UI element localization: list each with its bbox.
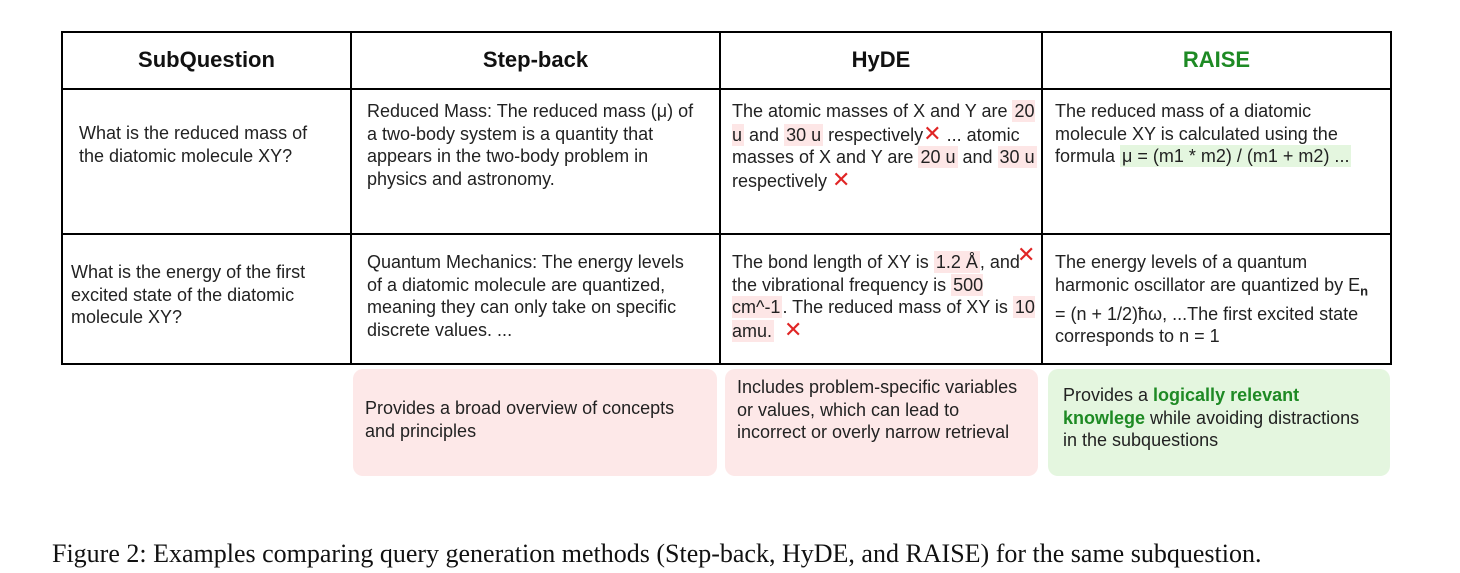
row1-raise <box>1055 100 1375 168</box>
header-hyde: HyDE <box>851 47 911 72</box>
text-span: ... atomic masses of X and Y are <box>732 124 1020 167</box>
highlight-wrong-value: 20 u <box>732 101 1035 145</box>
text-span: respectively <box>732 170 833 191</box>
emphasis-text: logically relevant knowlege <box>1063 385 1300 428</box>
raise-summary-box <box>1048 369 1390 476</box>
stepback-summary-box <box>353 369 717 476</box>
stepback-summary-text: Provides a broad overview of concepts and principles <box>365 398 675 441</box>
text-span: The energy levels of a quantum harmonic oscillator are quantized by E <box>1055 252 1361 295</box>
cross-icon: ✕ <box>784 316 803 342</box>
highlight-wrong-value: 30 u <box>786 124 822 145</box>
row1-hyde <box>732 100 1037 192</box>
table-right-border <box>1390 31 1392 365</box>
row1-subquestion: What is the reduced mass of the diatomic molecule XY? <box>79 123 308 166</box>
text-span: and <box>744 124 785 145</box>
text-span: and <box>957 147 998 167</box>
text-span: = (n + 1/2)ħω, ...The first excited state corresponds to n = 1 <box>1055 303 1359 347</box>
text-span: . The reduced mass of XY is <box>782 297 1013 317</box>
text-span: The reduced mass of a diatomic molecule XY is calculated using the formula <box>1055 101 1338 166</box>
text-span: The bond length of XY is <box>732 252 934 272</box>
row-divider <box>61 233 1392 235</box>
hyde-summary-text: Includes problem-specific variables or values, which can lead to incorrect or overly narrow retrieval <box>737 377 1018 442</box>
highlight-wrong-value: 30 u <box>999 147 1035 167</box>
row2-stepback: Quantum Mechanics: The energy levels of a diatomic molecule are quantized, meaning they can only take on specific discrete values. ... <box>367 252 684 340</box>
text-span: while avoiding distractions in the subquestions <box>1063 407 1360 450</box>
row2-subquestion: What is the energy of the first excited state of the diatomic molecule XY? <box>71 262 306 327</box>
highlight-formula: μ = (m1 * m2) / (m1 + m2) ... <box>1122 146 1350 166</box>
highlight-wrong-value: 1.2 Å <box>935 252 978 272</box>
cross-icon: ✕ <box>832 166 851 192</box>
header-stepback: Step-back <box>482 47 589 72</box>
text-span: , and the vibrational frequency is <box>732 252 1020 295</box>
text-span: The atomic masses of X and Y are <box>732 101 1013 121</box>
highlight-wrong-value: 20 u <box>920 147 956 167</box>
row2-hyde <box>732 251 1037 342</box>
row1-stepback: Reduced Mass: The reduced mass (μ) of a two-body system is a quantity that appears in the two-body problem in physics and astronomy. <box>367 101 694 189</box>
text-span: respectively <box>823 124 924 145</box>
highlight-wrong-value: 10 amu. <box>732 297 1035 341</box>
text-span: Provides a <box>1063 385 1154 405</box>
cross-icon: ✕ <box>1017 242 1036 267</box>
header-divider <box>61 88 1392 90</box>
subscript-n: n <box>1360 283 1369 299</box>
highlight-wrong-value: 500 cm^-1 <box>732 274 984 317</box>
table-bottom-border <box>61 363 1392 365</box>
cross-icon: ✕ <box>923 120 942 146</box>
header-raise: RAISE <box>1182 47 1251 72</box>
header-subquestion: SubQuestion <box>138 47 275 72</box>
figure-caption: Figure 2: Examples comparing query generation methods (Step-back, HyDE, and RAISE) for the same subquestion. <box>52 539 1262 568</box>
hyde-summary-box <box>725 369 1038 476</box>
row2-raise <box>1055 251 1380 348</box>
